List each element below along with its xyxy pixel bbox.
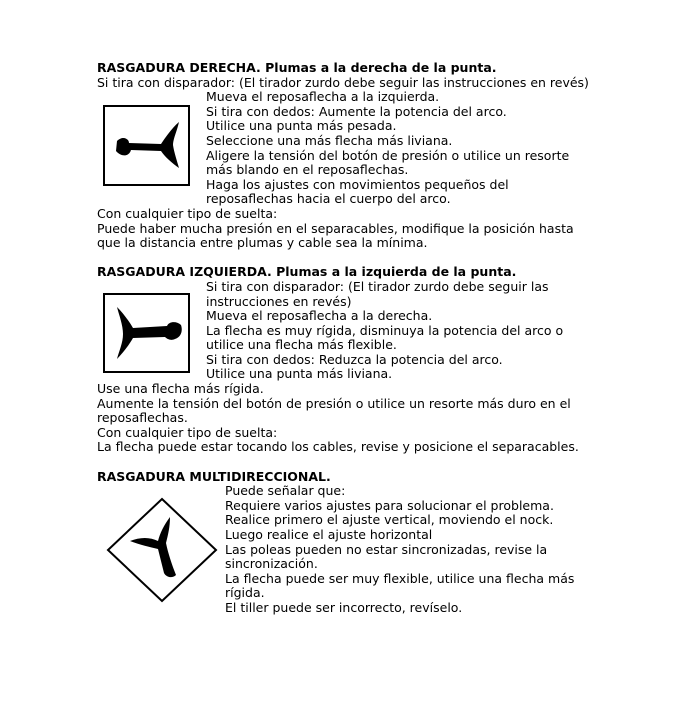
section1-line: Seleccione una más flecha más liviana.: [206, 132, 453, 148]
section3-line: Realice primero el ajuste vertical, moviendo el nock.: [225, 512, 554, 528]
section1-line: Puede haber mucha presión en el separacables, modifique la posición hasta: [97, 220, 574, 236]
section2-line: Si tira con dedos: Reduzca la potencia del arco.: [206, 351, 503, 367]
section1-title: RASGADURA DERECHA. Plumas a la derecha de la punta.: [97, 60, 497, 75]
section2-line: Mueva el reposaflecha a la derecha.: [206, 308, 433, 324]
right-tear-pattern-icon: [103, 105, 190, 186]
section3-line: Luego realice el ajuste horizontal: [225, 527, 433, 542]
section2-line: instrucciones en revés): [206, 293, 352, 309]
section1-line: más blando en el reposaflechas.: [206, 162, 409, 178]
section2-line: Use una flecha más rígida.: [97, 381, 264, 397]
section3-line: El tiller puede ser incorrecto, revíselo.: [225, 599, 463, 615]
section1-line: Mueva el reposaflecha a la izquierda.: [206, 89, 440, 105]
section2-line: La flecha puede estar tocando los cables, revise y posicione el separacables.: [97, 439, 579, 455]
section2-line: Utilice una punta más liviana.: [206, 366, 393, 382]
section2-line: reposaflechas.: [97, 410, 188, 426]
section3-line: Las poleas pueden no estar sincronizadas, revise la: [225, 541, 548, 557]
section3-title: RASGADURA MULTIDIRECCIONAL.: [97, 468, 331, 484]
left-tear-pattern-icon: [103, 293, 190, 373]
section1-line: Utilice una punta más pesada.: [206, 118, 397, 134]
section3-line: La flecha puede ser muy flexible, utilice una flecha más: [225, 570, 575, 586]
section3-line: Requiere varios ajustes para solucionar el problema.: [225, 497, 554, 513]
section1-line: que la distancia entre plumas y cable sea la mínima.: [97, 235, 428, 251]
section3-line: Puede señalar que:: [225, 483, 346, 499]
section2-line: utilice una flecha más flexible.: [206, 337, 397, 353]
section2-line: Aumente la tensión del botón de presión o utilice un resorte más duro en el: [97, 395, 571, 411]
section3-line: sincronización.: [225, 556, 318, 572]
section1-line: Si tira con dedos: Aumente la potencia del arco.: [206, 103, 507, 119]
section2-title: RASGADURA IZQUIERDA. Plumas a la izquierda de la punta.: [97, 264, 517, 280]
section1-line: Haga los ajustes con movimientos pequeños del: [206, 176, 509, 192]
section1-line: Si tira con disparador: (El tirador zurdo debe seguir las instrucciones en revés): [97, 74, 589, 90]
multidirectional-tear-pattern-icon: [106, 497, 218, 603]
section2-line: La flecha es muy rígida, disminuya la potencia del arco o: [206, 322, 564, 338]
section1-line: reposaflechas hacia el cuerpo del arco.: [206, 191, 451, 207]
section1-line: Con cualquier tipo de suelta:: [97, 205, 278, 221]
section2-line: Si tira con disparador: (El tirador zurdo debe seguir las: [206, 278, 549, 294]
section2-line: Con cualquier tipo de suelta:: [97, 424, 278, 440]
section3-line: rígida.: [225, 585, 265, 601]
section1-line: Aligere la tensión del botón de presión o utilice un resorte: [206, 147, 570, 163]
